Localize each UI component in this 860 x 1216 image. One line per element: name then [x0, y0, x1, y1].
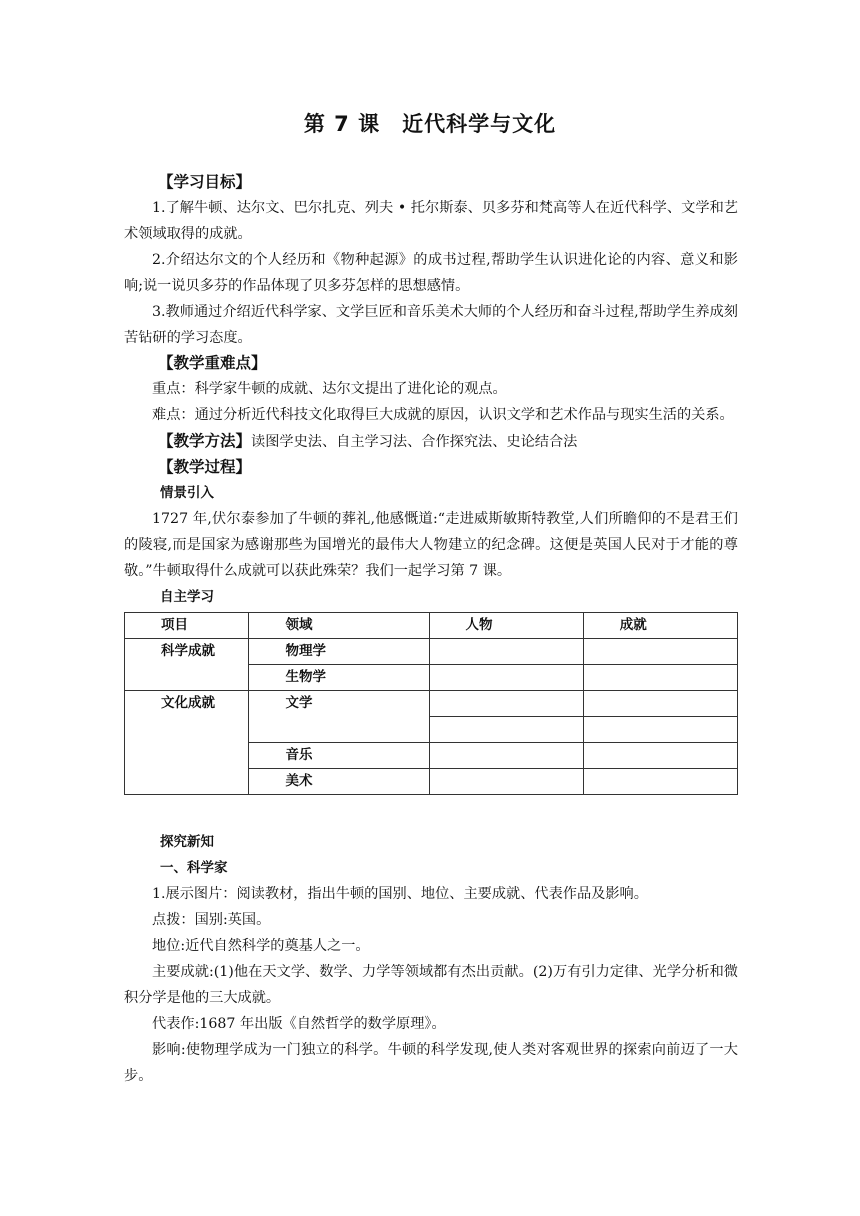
empty-cell [429, 665, 583, 691]
music-cell: 音乐 [249, 743, 429, 769]
science-cell: 科学成就 [125, 639, 249, 691]
document-body [124, 170, 738, 1089]
key-point: 重点：科学家牛顿的成就、达尔文提出了进化论的观点。 [152, 381, 507, 397]
header-item: 项目 [125, 613, 249, 639]
table-row [125, 639, 738, 665]
self-study-table [124, 612, 738, 795]
culture-cell: 文化成就 [125, 691, 249, 795]
table-header-row [125, 613, 738, 639]
methods-text: 读图学史法、自主学习法、合作探究法、史论结合法 [251, 434, 578, 450]
objective-1: 1.了解牛顿、达尔文、巴尔扎克、列夫 • 托尔斯泰、贝多芬和梵高等人在近代科学、文学和艺术领域取得的成就。 [124, 200, 738, 242]
table-row [125, 691, 738, 717]
intro-text: 1727 年,伏尔泰参加了牛顿的葬礼,他感慨道:“走进威斯敏斯特教堂,人们所瞻仰的不是君王们的陵寝,而是国家为感谢那些为国增光的最伟大人物建立的纪念碑。这便是英国人民对于才能的尊敬。”牛顿取得什么成就可以获此殊荣？我们一起学习第 7 课。 [124, 511, 738, 579]
page-title: 第 7 课 近代科学与文化 [303, 112, 557, 136]
empty-cell [583, 717, 737, 743]
explore-line: 地位:近代自然科学的奠基人之一。 [152, 938, 370, 954]
spacer [124, 795, 738, 829]
explore-line: 影响:使物理学成为一门独立的科学。牛顿的科学发现,使人类对客观世界的探索向前迈了一大步。 [124, 1042, 738, 1084]
empty-cell [429, 691, 583, 717]
art-cell: 美术 [249, 769, 429, 795]
objective-3: 3.教师通过介绍近代科学家、文学巨匠和音乐美术大师的个人经历和奋斗过程,帮助学生养成刻苦钻研的学习态度。 [124, 304, 738, 346]
empty-cell [583, 691, 737, 717]
empty-cell [429, 639, 583, 665]
empty-cell [429, 743, 583, 769]
explore-heading: 探究新知 [160, 834, 214, 850]
biology-cell: 生物学 [249, 665, 429, 691]
header-person: 人物 [429, 613, 583, 639]
empty-cell [429, 769, 583, 795]
explore-line: 1.展示图片：阅读教材，指出牛顿的国别、地位、主要成就、代表作品及影响。 [152, 886, 648, 902]
objectives-heading: 【学习目标】 [158, 173, 252, 191]
header-achievement: 成就 [583, 613, 737, 639]
header-field: 领域 [249, 613, 429, 639]
empty-cell [583, 639, 737, 665]
key-points-heading: 【教学重难点】 [158, 354, 267, 372]
empty-cell [583, 743, 737, 769]
methods-heading: 【教学方法】 [158, 432, 252, 450]
process-heading: 【教学过程】 [158, 458, 252, 476]
explore-line: 主要成就:(1)他在天文学、数学、力学等领域都有杰出贡献。(2)万有引力定律、光学分析和微积分学是他的三大成就。 [124, 964, 738, 1006]
difficult-point: 难点：通过分析近代科技文化取得巨大成就的原因，认识文学和艺术作品与现实生活的关系。 [152, 407, 734, 423]
scientists-heading: 一、科学家 [160, 860, 228, 876]
methods-line [124, 428, 738, 455]
objective-2: 2.介绍达尔文的个人经历和《物种起源》的成书过程,帮助学生认识进化论的内容、意义和影响;说一说贝多芬的作品体现了贝多芬怎样的思想感情。 [124, 252, 738, 294]
explore-line: 代表作:1687 年出版《自然哲学的数学原理》。 [152, 1016, 446, 1032]
physics-cell: 物理学 [249, 639, 429, 665]
self-study-heading: 自主学习 [160, 589, 214, 605]
explore-line: 点拨：国别:英国。 [152, 912, 271, 928]
literature-cell: 文学 [249, 691, 429, 743]
empty-cell [583, 769, 737, 795]
empty-cell [429, 717, 583, 743]
empty-cell [583, 665, 737, 691]
intro-heading: 情景引入 [160, 485, 214, 501]
